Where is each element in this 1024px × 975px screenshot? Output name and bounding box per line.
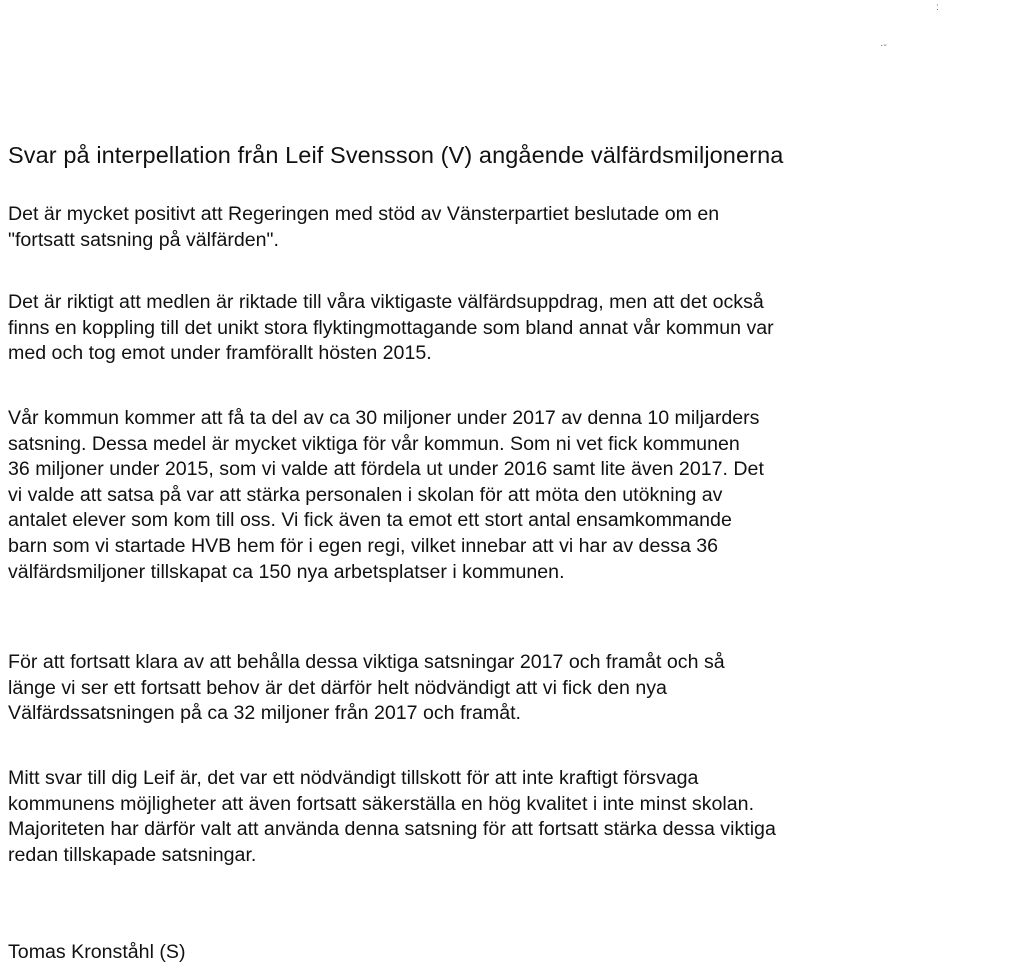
text-line: barn som vi startade HVB hem för i egen regi, vilket innebar att vi har av dessa 36 <box>8 534 719 557</box>
signature: Tomas Kronståhl (S) <box>8 941 186 963</box>
text-line: kommunens möjligheter att även fortsatt säkerställa en hög kvalitet i inte minst skolan. <box>8 792 755 815</box>
text-line: välfärdsmiljoner tillskapat ca 150 nya arbetsplatser i kommunen. <box>8 560 565 583</box>
document-title: Svar på interpellation från Leif Svensson (V) angående välfärdsmiljonerna <box>8 142 784 168</box>
text-line: Det är mycket positivt att Regeringen med stöd av Vänsterpartiet beslutade om en <box>8 203 720 225</box>
text-line: "fortsatt satsning på välfärden". <box>8 228 279 251</box>
text-line: antalet elever som kom till oss. Vi fick även ta emot ett stort antal ensamkommande <box>8 509 732 532</box>
scan-mark: ·- <box>880 40 887 51</box>
paragraph-intro <box>8 202 1020 253</box>
text-line: Vår kommun kommer att få ta del av ca 30 miljoner under 2017 av denna 10 miljarders <box>8 407 760 429</box>
text-line: vi valde att satsa på var att stärka personalen i skolan för att möta den utökning av <box>8 483 723 506</box>
text-line: Mitt svar till dig Leif är, det var ett nödvändigt tillskott för att inte kraftigt försvaga <box>8 767 699 789</box>
scan-mark: : <box>936 2 939 13</box>
paragraph-answer <box>8 766 1020 868</box>
text-line: 36 miljoner under 2015, som vi valde att fördela ut under 2016 samt lite även 2017. Det <box>8 458 764 481</box>
text-line: Majoriteten har därför valt att använda denna satsning för att fortsatt stärka dessa viktiga <box>8 818 776 841</box>
text-line: För att fortsatt klara av att behålla dessa viktiga satsningar 2017 och framåt och så <box>8 651 725 673</box>
text-line: finns en koppling till det unikt stora flyktingmottagande som bland annat vår kommun var <box>8 316 774 339</box>
text-line: länge vi ser ett fortsatt behov är det därför helt nödvändigt att vi fick den nya <box>8 676 667 699</box>
paragraph-municipal-allocation <box>8 406 1020 585</box>
text-line: Välfärdssatsningen på ca 32 miljoner från 2017 och framåt. <box>8 702 521 725</box>
document-page <box>8 0 1020 975</box>
text-line: Det är riktigt att medlen är riktade till våra viktigaste välfärdsuppdrag, men att det också <box>8 291 764 313</box>
text-line: satsning. Dessa medel är mycket viktiga för vår kommun. Som ni vet fick kommunen <box>8 432 740 455</box>
paragraph-continuation <box>8 650 1020 727</box>
text-line: redan tillskapade satsningar. <box>8 843 257 866</box>
paragraph-funding-purpose <box>8 290 1020 367</box>
text-line: med och tog emot under framförallt hösten 2015. <box>8 342 432 365</box>
